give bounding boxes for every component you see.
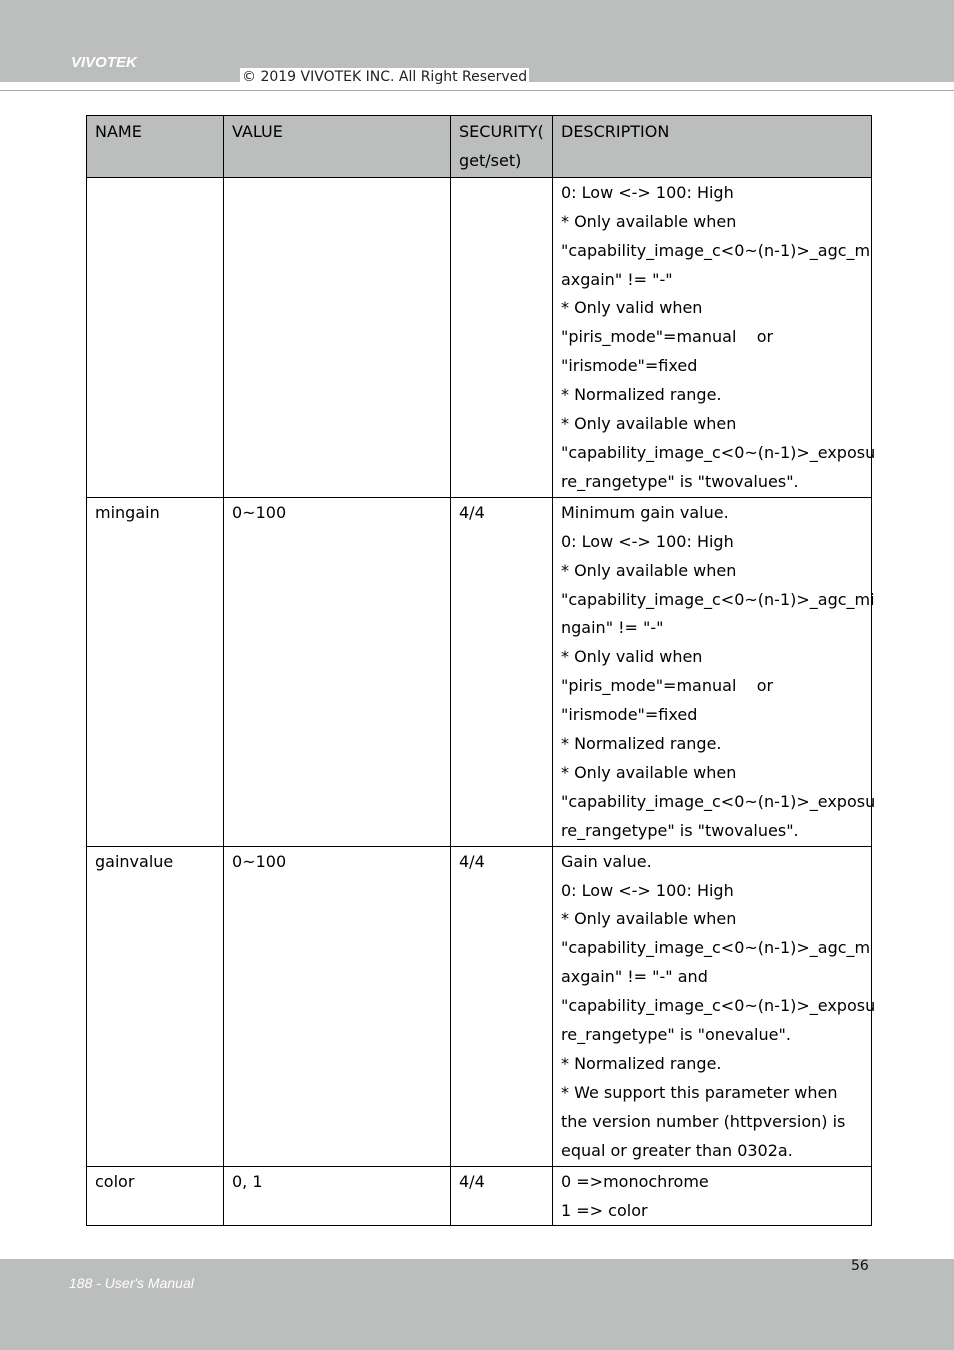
table-row (87, 1166, 872, 1226)
table-row (87, 177, 872, 497)
param-security-cell: 4/4 (451, 497, 553, 846)
description-line: the version number (httpversion) is (561, 1111, 846, 1131)
param-value-cell: 0~100 (224, 497, 451, 846)
param-name-cell: color (87, 1166, 224, 1226)
description-line: * Only available when (561, 414, 737, 434)
param-description-cell (553, 177, 876, 497)
description-line: * Normalized range. (561, 385, 722, 405)
param-name-cell: gainvalue (87, 846, 224, 1166)
param-name-cell (87, 177, 224, 497)
description-line: "capability_image_c<0~(n-1)>_agc_m (561, 938, 871, 958)
description-line: re_rangetype" is "onevalue". (561, 1025, 791, 1045)
param-description-cell (553, 846, 876, 1166)
param-value-cell (224, 177, 451, 497)
description-line: * Only available when (561, 211, 737, 231)
description-line: "capability_image_c<0~(n-1)>_agc_mi (561, 589, 875, 609)
param-value-cell: 0, 1 (224, 1166, 451, 1226)
description-line: "capability_image_c<0~(n-1)>_exposu (561, 996, 876, 1016)
description-line: * Only available when (561, 909, 737, 929)
description-line: re_rangetype" is "twovalues". (561, 471, 799, 491)
description-line: axgain" != "-" (561, 269, 673, 289)
column-header-description: DESCRIPTION (553, 116, 872, 178)
header-divider (0, 90, 954, 91)
column-header-value: VALUE (224, 116, 451, 178)
description-line: * Normalized range. (561, 1054, 722, 1073)
description-line: * Only available when (561, 560, 737, 580)
brand-logo: VIVOTEK (71, 54, 137, 71)
description-line: * Normalized range. (561, 734, 722, 754)
param-name-cell: mingain (87, 497, 224, 846)
description-line: Gain value. (561, 851, 652, 871)
param-security-cell (451, 177, 553, 497)
description-line: "capability_image_c<0~(n-1)>_agc_m (561, 240, 871, 260)
description-line: axgain" != "-" and (561, 967, 708, 987)
manual-label: 188 - User's Manual (69, 1275, 194, 1291)
description-line: 1 => color (561, 1200, 648, 1220)
description-line: * Only available when (561, 762, 737, 782)
param-value-cell: 0~100 (224, 846, 451, 1166)
parameter-table (86, 115, 876, 1226)
param-description-cell (553, 1166, 872, 1226)
param-security-cell: 4/4 (451, 846, 553, 1166)
footer-band (0, 1259, 954, 1350)
description-line: * We support this parameter when (561, 1082, 838, 1102)
param-description-cell (553, 497, 876, 846)
description-line: Minimum gain value. (561, 502, 729, 522)
description-line: 0 =>monochrome (561, 1171, 709, 1191)
table-row (87, 846, 872, 1166)
description-line: re_rangetype" is "twovalues". (561, 820, 799, 840)
page-number: 56 (851, 1258, 869, 1274)
description-line: "piris_mode"=manual or (561, 676, 774, 696)
description-line: "irismode"=fixed (561, 356, 698, 376)
description-line: "capability_image_c<0~(n-1)>_exposu (561, 442, 876, 462)
table-header-row (87, 116, 872, 178)
description-line: "capability_image_c<0~(n-1)>_exposu (561, 791, 876, 811)
column-header-name: NAME (87, 116, 224, 178)
copyright-notice: © 2019 VIVOTEK INC. All Right Reserved (242, 69, 528, 85)
table-row (87, 497, 872, 846)
description-line: * Only valid when (561, 647, 703, 667)
description-line: 0: Low <-> 100: High (561, 182, 734, 202)
column-header-security: SECURITY( get/set) (451, 116, 553, 178)
description-line: * Only valid when (561, 298, 703, 318)
description-line: 0: Low <-> 100: High (561, 880, 734, 900)
description-line: "irismode"=fixed (561, 705, 698, 725)
description-line: "piris_mode"=manual or (561, 327, 774, 347)
param-security-cell: 4/4 (451, 1166, 553, 1226)
description-line: equal or greater than 0302a. (561, 1140, 793, 1160)
description-line: ngain" != "-" (561, 618, 664, 638)
description-line: 0: Low <-> 100: High (561, 531, 734, 551)
